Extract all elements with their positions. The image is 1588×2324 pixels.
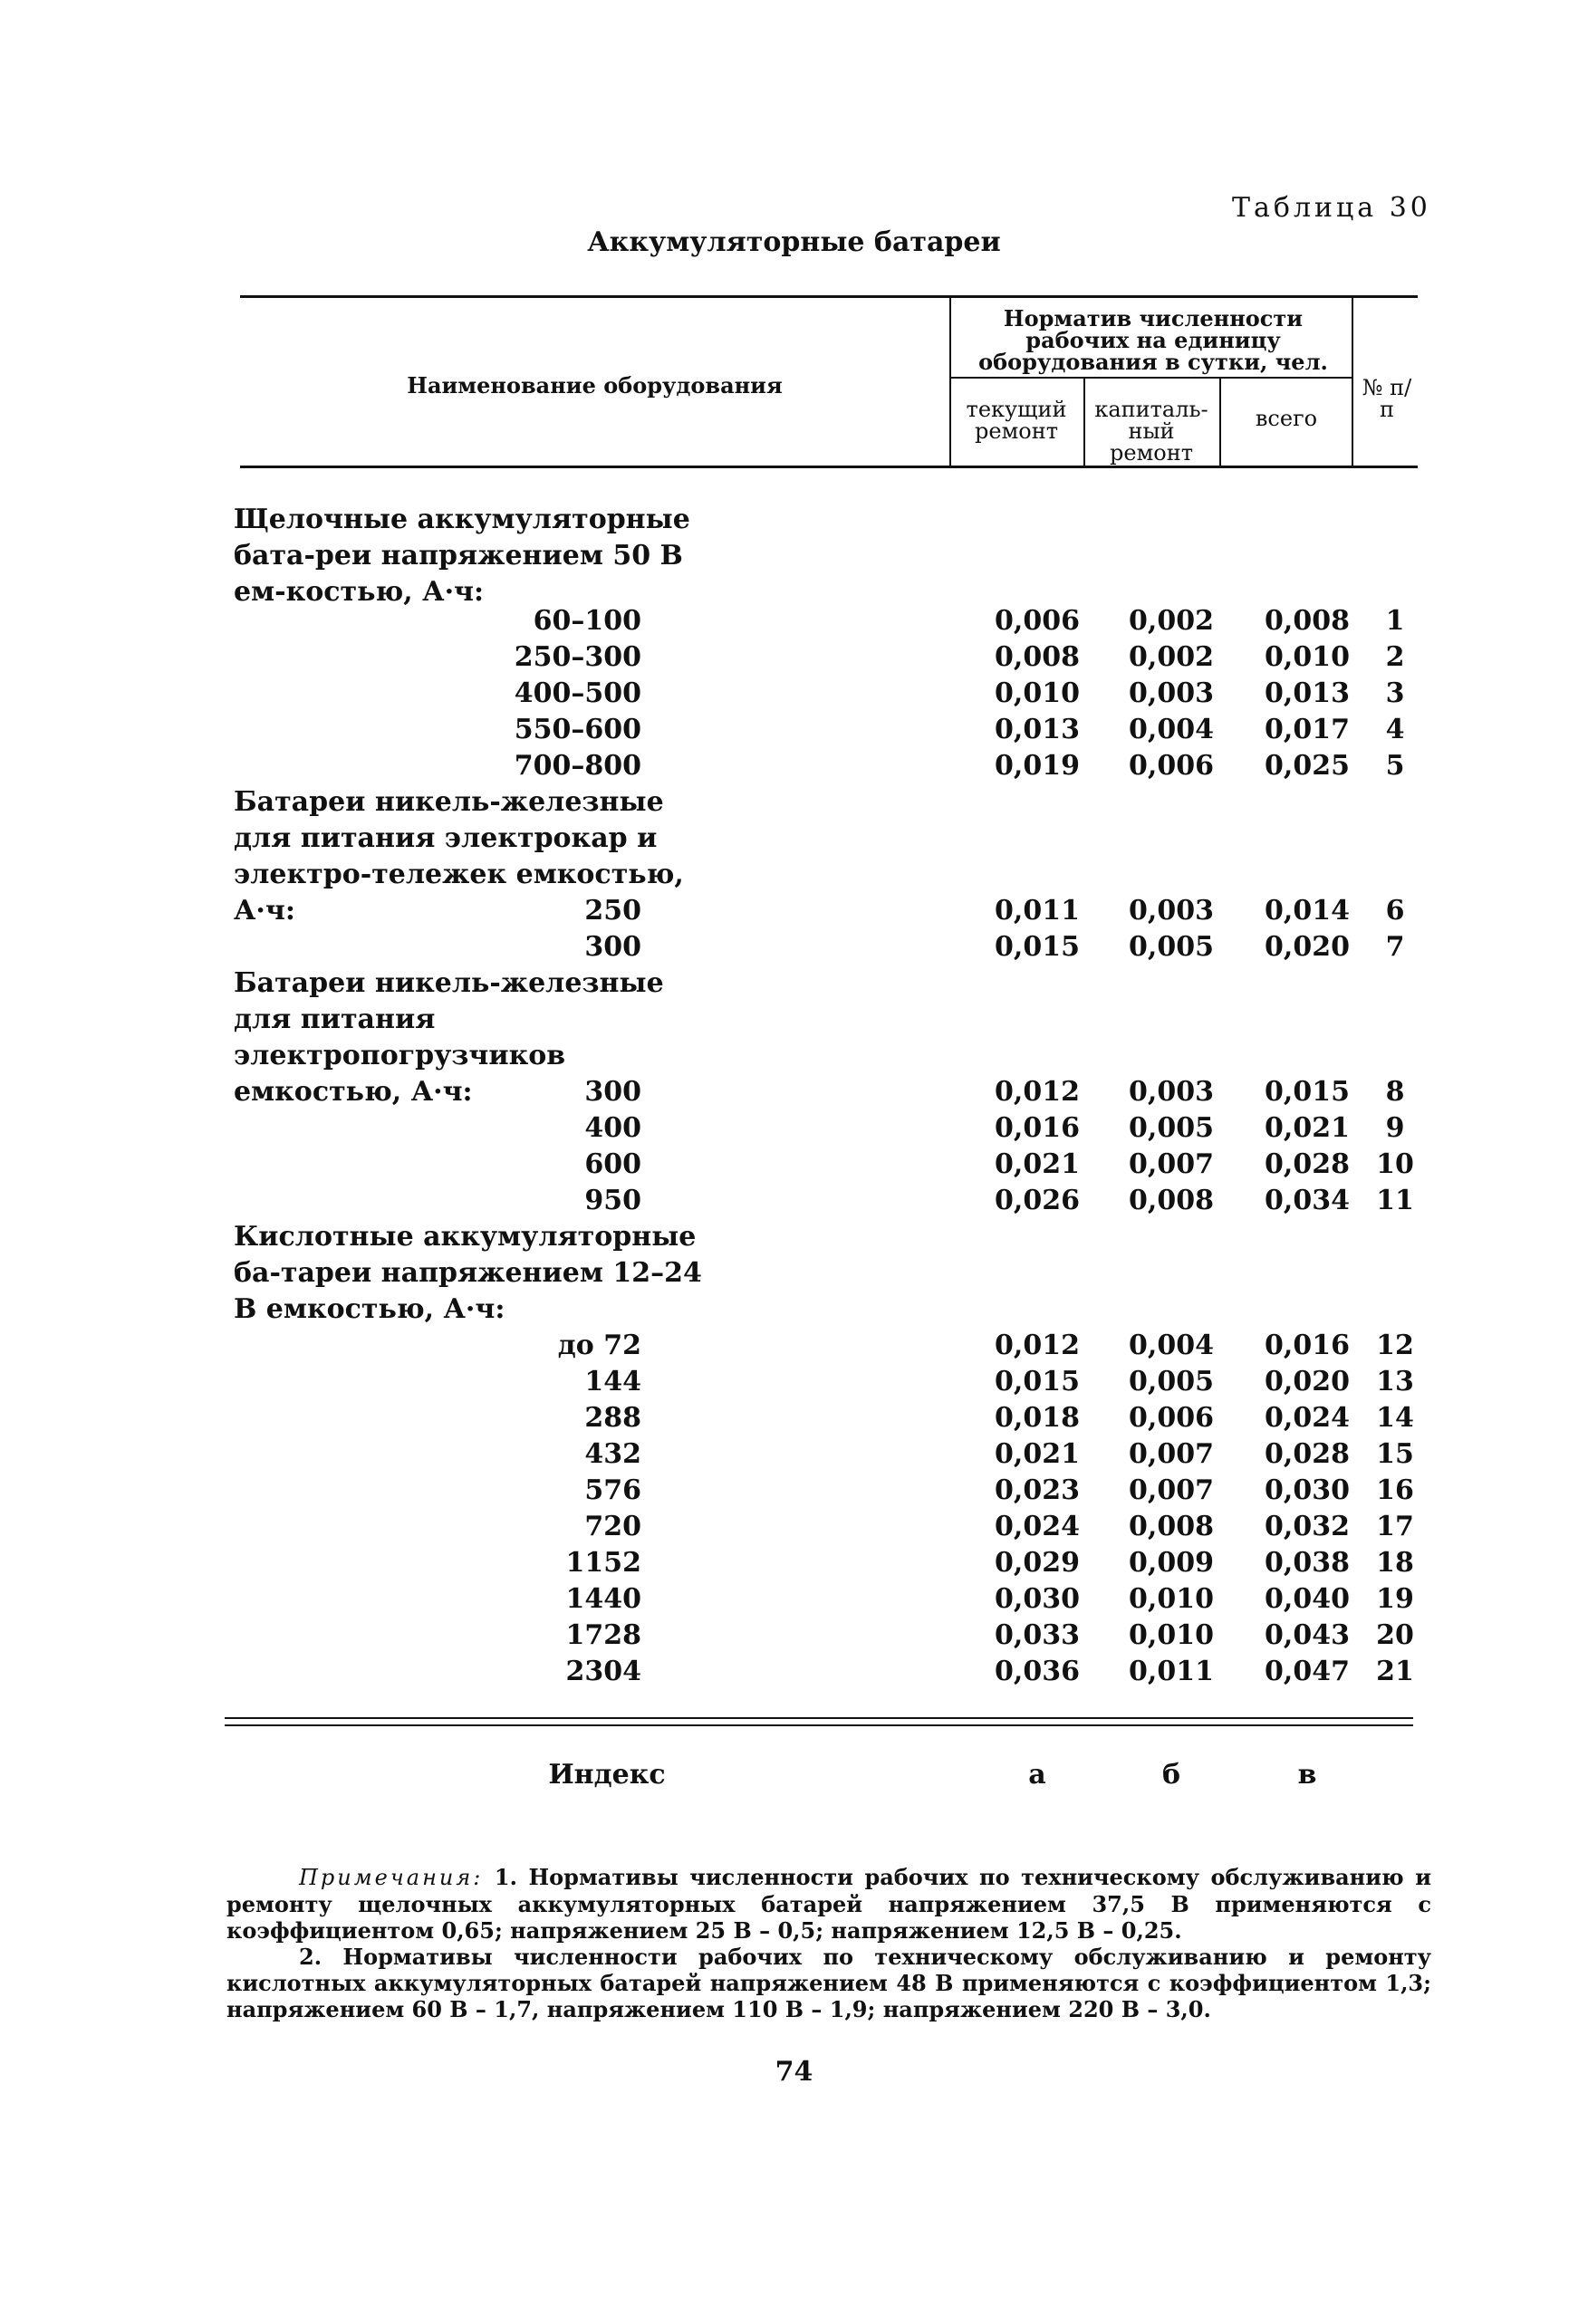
current-repair-cell: 0,008	[995, 641, 1080, 673]
capital-repair-cell: 0,003	[1129, 677, 1214, 709]
total-cell: 0,013	[1265, 677, 1350, 709]
total-cell: 0,028	[1265, 1438, 1350, 1470]
current-repair-cell: 0,012	[995, 1076, 1080, 1108]
capacity-cell: до 72	[557, 1330, 641, 1361]
capacity-cell: 144	[584, 1366, 641, 1397]
header-capital: капиталь-ный ремонт	[1094, 397, 1208, 466]
capacity-cell: 550–600	[514, 714, 641, 745]
row-number-cell: 9	[1385, 1112, 1405, 1144]
row-number-cell: 8	[1385, 1076, 1405, 1108]
capacity-cell: 1440	[565, 1583, 641, 1615]
row-number-cell: 14	[1376, 1402, 1414, 1434]
capital-repair-cell: 0,007	[1129, 1438, 1214, 1470]
capacity-cell: 950	[584, 1185, 641, 1216]
row-number-cell: 13	[1376, 1366, 1414, 1397]
note-1-text: 1. Нормативы численности рабочих по техническому обслуживанию и ремонту щелочных аккумуляторных батарей напряжением 37,5 В применяются с коэффициентом 0,65; напряжением 25 В – 0,5; напряжением 12,5 В – 0,25.	[226, 1864, 1431, 1944]
row-number-cell: 4	[1385, 714, 1405, 745]
header-num: № п/п	[1362, 375, 1412, 422]
current-repair-cell: 0,011	[995, 895, 1080, 927]
table-row	[0, 1436, 1588, 1473]
row-number-cell: 17	[1376, 1511, 1414, 1542]
capacity-cell: 1728	[565, 1619, 641, 1651]
row-number-cell: 11	[1376, 1185, 1414, 1216]
page-number: 74	[775, 2056, 813, 2088]
index-label: Индекс	[548, 1759, 666, 1791]
capital-repair-cell: 0,007	[1129, 1148, 1214, 1180]
capacity-cell: 288	[584, 1402, 641, 1434]
table-row	[0, 1074, 1588, 1110]
table-label: Таблица 30	[1232, 192, 1431, 224]
capacity-cell: 250	[584, 895, 641, 927]
header-subrule	[949, 377, 1353, 379]
total-cell: 0,016	[1265, 1330, 1350, 1361]
group-title: Батареи никель-железные для питания электропогрузчиков емкостью, А·ч:	[234, 967, 664, 1108]
capital-repair-cell: 0,011	[1129, 1656, 1214, 1687]
current-repair-cell: 0,006	[995, 605, 1080, 637]
row-number-cell: 1	[1385, 605, 1405, 637]
row-number-cell: 6	[1385, 895, 1405, 927]
current-repair-cell: 0,023	[995, 1474, 1080, 1506]
table-row	[0, 1581, 1588, 1618]
table-row	[0, 1473, 1588, 1509]
row-number-cell: 5	[1385, 750, 1405, 782]
header-divider	[949, 295, 951, 467]
capital-repair-cell: 0,002	[1129, 641, 1214, 673]
table-row	[0, 1183, 1588, 1219]
current-repair-cell: 0,015	[995, 1366, 1080, 1397]
capital-repair-cell: 0,004	[1129, 714, 1214, 745]
total-cell: 0,017	[1265, 714, 1350, 745]
total-cell: 0,043	[1265, 1619, 1350, 1651]
current-repair-cell: 0,019	[995, 750, 1080, 782]
table-row	[0, 929, 1588, 965]
capacity-cell: 700–800	[514, 750, 641, 782]
capacity-cell: 60–100	[533, 605, 641, 637]
total-cell: 0,024	[1265, 1402, 1350, 1434]
group-title: Щелочные аккумуляторные бата-реи напряжением 50 В ем-костью, А·ч:	[234, 504, 690, 608]
total-cell: 0,030	[1265, 1474, 1350, 1506]
capacity-cell: 720	[584, 1511, 641, 1542]
capacity-cell: 576	[584, 1474, 641, 1506]
capital-repair-cell: 0,008	[1129, 1185, 1214, 1216]
current-repair-cell: 0,026	[995, 1185, 1080, 1216]
capital-repair-cell: 0,005	[1129, 931, 1214, 963]
total-cell: 0,008	[1265, 605, 1350, 637]
note-1	[226, 1864, 1431, 1944]
table-row	[0, 1110, 1588, 1147]
table-row	[0, 1364, 1588, 1400]
table-row	[0, 712, 1588, 748]
header-divider	[1219, 379, 1221, 467]
capital-repair-cell: 0,010	[1129, 1619, 1214, 1651]
row-number-cell: 15	[1376, 1438, 1414, 1470]
total-cell: 0,010	[1265, 641, 1350, 673]
row-number-cell: 21	[1376, 1656, 1414, 1687]
table-row	[0, 676, 1588, 712]
row-number-cell: 20	[1376, 1619, 1414, 1651]
capacity-cell: 300	[584, 931, 641, 963]
total-cell: 0,014	[1265, 895, 1350, 927]
index-a: а	[1028, 1759, 1046, 1791]
capital-repair-cell: 0,002	[1129, 605, 1214, 637]
header-divider	[1083, 379, 1085, 467]
capital-repair-cell: 0,006	[1129, 750, 1214, 782]
row-number-cell: 10	[1376, 1148, 1414, 1180]
index-b: б	[1161, 1759, 1180, 1791]
row-number-cell: 3	[1385, 677, 1405, 709]
table-bottom-rule	[225, 1717, 1413, 1719]
row-number-cell: 7	[1385, 931, 1405, 963]
table-row	[0, 748, 1588, 784]
current-repair-cell: 0,029	[995, 1547, 1080, 1579]
current-repair-cell: 0,015	[995, 931, 1080, 963]
table-row	[0, 1400, 1588, 1436]
capital-repair-cell: 0,009	[1129, 1547, 1214, 1579]
header-top-rule	[240, 295, 1418, 298]
header-total: всего	[1255, 406, 1318, 431]
total-cell: 0,038	[1265, 1547, 1350, 1579]
current-repair-cell: 0,013	[995, 714, 1080, 745]
capacity-cell: 432	[584, 1438, 641, 1470]
current-repair-cell: 0,010	[995, 677, 1080, 709]
current-repair-cell: 0,016	[995, 1112, 1080, 1144]
header-current: текущий ремонт	[966, 397, 1067, 444]
group-title: Батареи никель-железные для питания электрокар и электро-тележек емкостью, А·ч:	[234, 786, 684, 927]
total-cell: 0,040	[1265, 1583, 1350, 1615]
table-row	[0, 1328, 1588, 1364]
table-row	[0, 639, 1588, 676]
table-row	[0, 1509, 1588, 1545]
index-c: в	[1297, 1759, 1317, 1791]
capacity-cell: 600	[584, 1148, 641, 1180]
page-title: Аккумуляторные батареи	[587, 226, 1001, 258]
capital-repair-cell: 0,005	[1129, 1366, 1214, 1397]
current-repair-cell: 0,024	[995, 1511, 1080, 1542]
row-number-cell: 19	[1376, 1583, 1414, 1615]
capacity-cell: 400–500	[514, 677, 641, 709]
capacity-cell: 2304	[565, 1656, 641, 1687]
row-number-cell: 18	[1376, 1547, 1414, 1579]
capital-repair-cell: 0,003	[1129, 895, 1214, 927]
total-cell: 0,020	[1265, 931, 1350, 963]
header-divider	[1352, 295, 1353, 467]
header-norm-group: Норматив численности рабочих на единицу оборудования в сутки, чел.	[978, 305, 1328, 375]
total-cell: 0,015	[1265, 1076, 1350, 1108]
index-row	[0, 1755, 1588, 1795]
table-row	[0, 1618, 1588, 1654]
total-cell: 0,032	[1265, 1511, 1350, 1542]
capital-repair-cell: 0,003	[1129, 1076, 1214, 1108]
current-repair-cell: 0,021	[995, 1148, 1080, 1180]
capital-repair-cell: 0,004	[1129, 1330, 1214, 1361]
table-bottom-rule	[225, 1724, 1413, 1726]
current-repair-cell: 0,036	[995, 1656, 1080, 1687]
header-bottom-rule	[240, 466, 1418, 468]
note-2: 2. Нормативы численности рабочих по техническому обслуживанию и ремонту кислотных аккумуляторных батарей напряжением 48 В применяются с коэффициентом 1,3; напряжением 60 В – 1,7, напряжением 110 В – 1,9; напряжением 220 В – 3,0.	[226, 1944, 1431, 2022]
row-number-cell: 2	[1385, 641, 1405, 673]
header-name-col: Наименование оборудования	[407, 372, 783, 399]
capital-repair-cell: 0,006	[1129, 1402, 1214, 1434]
row-number-cell: 12	[1376, 1330, 1414, 1361]
total-cell: 0,025	[1265, 750, 1350, 782]
row-number-cell: 16	[1376, 1474, 1414, 1506]
table-row	[0, 1147, 1588, 1183]
capital-repair-cell: 0,010	[1129, 1583, 1214, 1615]
table-row	[0, 603, 1588, 639]
capacity-cell: 1152	[565, 1547, 641, 1579]
total-cell: 0,021	[1265, 1112, 1350, 1144]
current-repair-cell: 0,033	[995, 1619, 1080, 1651]
total-cell: 0,034	[1265, 1185, 1350, 1216]
total-cell: 0,047	[1265, 1656, 1350, 1687]
table-row	[0, 1654, 1588, 1690]
notes	[226, 1864, 1431, 2022]
group-title: Кислотные аккумуляторные ба-тареи напряжением 12–24 В емкостью, А·ч:	[234, 1221, 702, 1325]
table-row	[0, 893, 1588, 929]
capital-repair-cell: 0,008	[1129, 1511, 1214, 1542]
notes-heading: Примечания:	[299, 1865, 484, 1890]
current-repair-cell: 0,030	[995, 1583, 1080, 1615]
capacity-cell: 250–300	[514, 641, 641, 673]
capacity-cell: 300	[584, 1076, 641, 1108]
current-repair-cell: 0,018	[995, 1402, 1080, 1434]
capacity-cell: 400	[584, 1112, 641, 1144]
current-repair-cell: 0,021	[995, 1438, 1080, 1470]
total-cell: 0,028	[1265, 1148, 1350, 1180]
table-row	[0, 1545, 1588, 1581]
capital-repair-cell: 0,007	[1129, 1474, 1214, 1506]
capital-repair-cell: 0,005	[1129, 1112, 1214, 1144]
current-repair-cell: 0,012	[995, 1330, 1080, 1361]
total-cell: 0,020	[1265, 1366, 1350, 1397]
